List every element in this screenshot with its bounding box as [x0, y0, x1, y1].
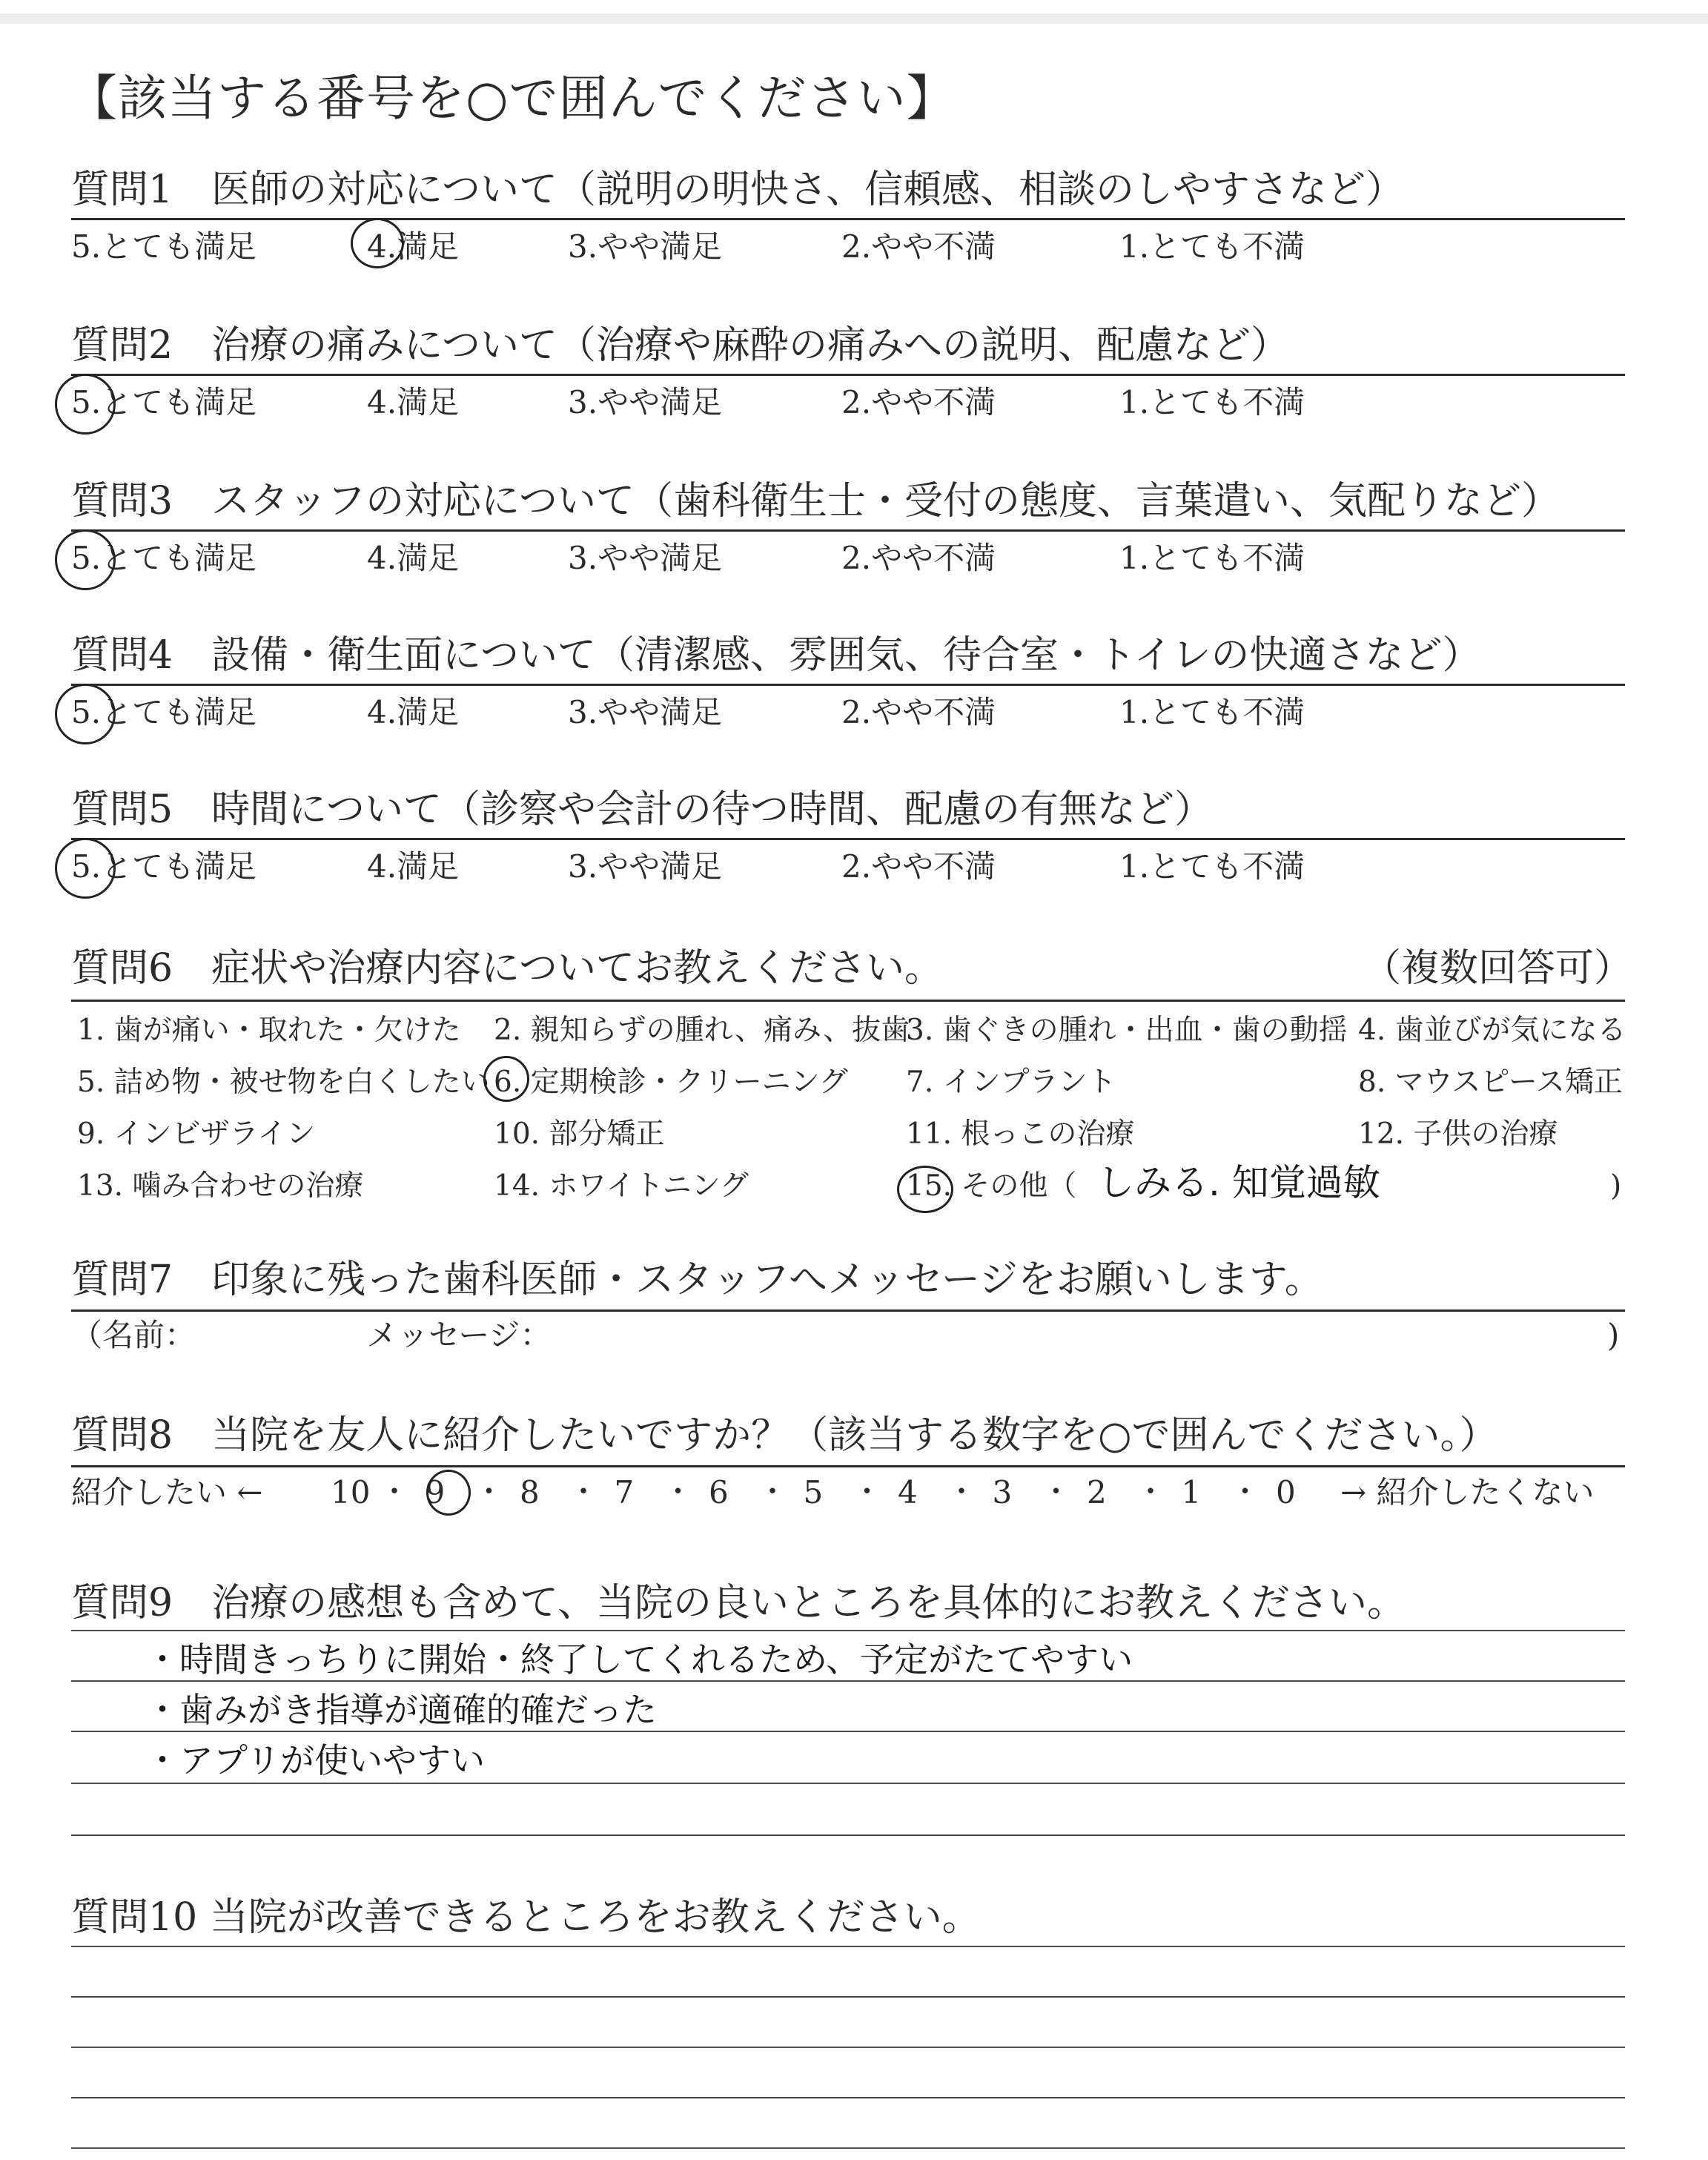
q8-separator-dot: ・ [852, 1475, 882, 1509]
q8-separator-dot: ・ [663, 1475, 693, 1509]
q1-option-1: 1.とても不満 [1119, 228, 1305, 265]
q1-selected-circle [351, 218, 404, 268]
q5-option-5: 5.とても満足 [71, 848, 257, 885]
q3-option-1: 1.とても不満 [1119, 540, 1305, 576]
q8-title: 質問8 当院を友人に紹介したいですか？（該当する数字を○で囲んでください。） [71, 1413, 1498, 1458]
q6-other-handwriting: しみる. 知覚過敏 [1097, 1161, 1380, 1204]
q4-selected-circle [55, 684, 116, 744]
q8-scale-8: 8 [520, 1474, 540, 1510]
q10-line-1 [71, 1946, 1625, 1947]
q6-option-10: 10. 部分矯正 [494, 1117, 665, 1151]
q6-option-8: 8. マウスピース矯正 [1358, 1066, 1623, 1099]
q9-title: 質問9 治療の感想も含めて、当院の良いところを具体的にお教えください。 [71, 1581, 1406, 1625]
q8-scale-2: 2 [1087, 1474, 1107, 1510]
q6-option-6: 6. 定期検診・クリーニング [494, 1066, 848, 1099]
q4-option-2: 2.やや不満 [841, 694, 996, 730]
q9-answer-2: ・歯みがき指導が適確的確だった [145, 1690, 657, 1730]
q7-rule [71, 1309, 1625, 1312]
q8-separator-dot: ・ [1041, 1475, 1071, 1509]
q2-title: 質問2 治療の痛みについて（治療や麻酔の痛みへの説明、配慮など） [71, 323, 1290, 368]
q8-scale-4: 4 [898, 1474, 918, 1510]
q8-separator-dot: ・ [758, 1475, 787, 1509]
q7-message-label: メッセージ： [366, 1317, 552, 1353]
q5-rule [71, 838, 1625, 840]
q10-line-4 [71, 2097, 1625, 2098]
q10-line-3 [71, 2047, 1625, 2048]
q2-option-1: 1.とても不満 [1119, 384, 1305, 420]
q6-option-12: 12. 子供の治療 [1358, 1117, 1558, 1151]
q6-option-11: 11. 根っこの治療 [906, 1117, 1135, 1151]
q2-option-5: 5.とても満足 [71, 384, 257, 420]
q6-option-2: 2. 親知らずの腫れ、痛み、抜歯 [494, 1014, 910, 1047]
q9-line-4 [71, 1783, 1625, 1784]
q8-scale-1: 1 [1181, 1474, 1202, 1510]
q8-left-label: 紹介したい ← [71, 1474, 263, 1510]
q6-option-15: 15. その他（ [906, 1169, 1077, 1203]
q9-line-5 [71, 1834, 1625, 1836]
q3-option-3: 3.やや満足 [568, 540, 723, 576]
q5-option-2: 2.やや不満 [841, 848, 996, 885]
q7-title: 質問7 印象に残った歯科医師・スタッフへメッセージをお願いします。 [71, 1258, 1323, 1302]
q9-line-1 [71, 1630, 1625, 1631]
q3-option-5: 5.とても満足 [71, 540, 257, 576]
q4-rule [71, 684, 1625, 686]
q6-option-4: 4. 歯並びが気になる [1358, 1014, 1626, 1047]
q8-separator-dot: ・ [1136, 1475, 1165, 1509]
q3-option-2: 2.やや不満 [841, 540, 996, 576]
page-header: 【該当する番号を○で囲んでください】 [68, 70, 956, 127]
q4-option-5: 5.とても満足 [71, 694, 257, 730]
q8-separator-dot: ・ [569, 1475, 598, 1509]
q5-option-3: 3.やや満足 [568, 848, 723, 885]
q3-title: 質問3 スタッフの対応について（歯科衛生士・受付の態度、言葉遣い、気配りなど） [71, 479, 1560, 524]
q6-rule [71, 1000, 1625, 1002]
q8-circle-9 [426, 1470, 471, 1516]
q8-separator-dot: ・ [474, 1475, 504, 1509]
q1-title: 質問1 医師の対応について（説明の明快さ、信頼感、相談のしやすさなど） [71, 168, 1404, 212]
q5-selected-circle [55, 838, 116, 899]
q8-scale-10: 10 [331, 1474, 371, 1510]
q1-option-5: 5.とても満足 [71, 228, 257, 265]
q5-option-1: 1.とても不満 [1119, 848, 1305, 885]
q10-title: 質問10 当院が改善できるところをお教えください。 [71, 1895, 981, 1940]
q2-rule [71, 374, 1625, 376]
q4-option-3: 3.やや満足 [568, 694, 723, 730]
q6-other-close-paren: ) [1610, 1169, 1622, 1203]
q5-title: 質問5 時間について（診察や会計の待つ時間、配慮の有無など） [71, 787, 1214, 832]
q3-selected-circle [55, 529, 116, 590]
q9-line-3 [71, 1731, 1625, 1732]
q2-option-3: 3.やや満足 [568, 384, 723, 420]
q8-separator-dot: ・ [1230, 1475, 1260, 1509]
q7-name-label: （名前： [71, 1317, 196, 1353]
q6-option-5: 5. 詰め物・被せ物を白くしたい [77, 1066, 490, 1099]
q8-separator-dot: ・ [947, 1475, 976, 1509]
q8-right-label: → 紹介したくない [1340, 1474, 1595, 1510]
q3-rule [71, 529, 1625, 532]
q2-selected-circle [55, 374, 116, 435]
q4-title: 質問4 設備・衛生面について（清潔感、雰囲気、待合室・トイレの快適さなど） [71, 633, 1481, 678]
q9-answer-1: ・時間きっちりに開始・終了してくれるため、予定がたてやすい [145, 1639, 1133, 1680]
q6-note: （複数回答可） [1363, 946, 1633, 991]
q10-line-5 [71, 2147, 1625, 2149]
q1-option-2: 2.やや不満 [841, 228, 996, 265]
q3-option-4: 4.満足 [367, 540, 460, 576]
q4-option-1: 1.とても不満 [1119, 694, 1305, 730]
scan-top-edge [0, 13, 1708, 24]
q8-scale-3: 3 [992, 1474, 1013, 1510]
q6-circle-15 [897, 1166, 953, 1213]
q8-scale-9: 9 [425, 1474, 446, 1510]
q1-option-3: 3.やや満足 [568, 228, 723, 265]
q2-option-4: 4.満足 [367, 384, 460, 420]
q6-option-1: 1. 歯が痛い・取れた・欠けた [77, 1014, 461, 1047]
q8-scale-6: 6 [709, 1474, 729, 1510]
q6-circle-6 [483, 1056, 529, 1102]
q6-option-9: 9. インビザライン [77, 1117, 316, 1151]
q5-option-4: 4.満足 [367, 848, 460, 885]
q1-rule [71, 218, 1625, 220]
q2-option-2: 2.やや不満 [841, 384, 996, 420]
q9-line-2 [71, 1680, 1625, 1682]
q6-option-3: 3. 歯ぐきの腫れ・出血・歯の動揺 [906, 1014, 1348, 1047]
q8-scale-7: 7 [614, 1474, 635, 1510]
q6-option-13: 13. 噛み合わせの治療 [77, 1169, 364, 1203]
q4-option-4: 4.満足 [367, 694, 460, 730]
q8-rule [71, 1465, 1625, 1467]
q6-title: 質問6 症状や治療内容についてお教えください。 [71, 946, 944, 991]
q8-scale-5: 5 [803, 1474, 824, 1510]
q10-line-2 [71, 1996, 1625, 1998]
q8-scale-0: 0 [1276, 1474, 1296, 1510]
q6-option-14: 14. ホワイトニング [494, 1169, 749, 1203]
q9-answer-3: ・アプリが使いやすい [145, 1740, 486, 1780]
q1-option-4: 4.満足 [367, 228, 460, 265]
q8-separator-dot: ・ [380, 1475, 409, 1509]
q6-option-7: 7. インプラント [906, 1066, 1116, 1099]
q7-close-paren: ) [1607, 1317, 1620, 1353]
